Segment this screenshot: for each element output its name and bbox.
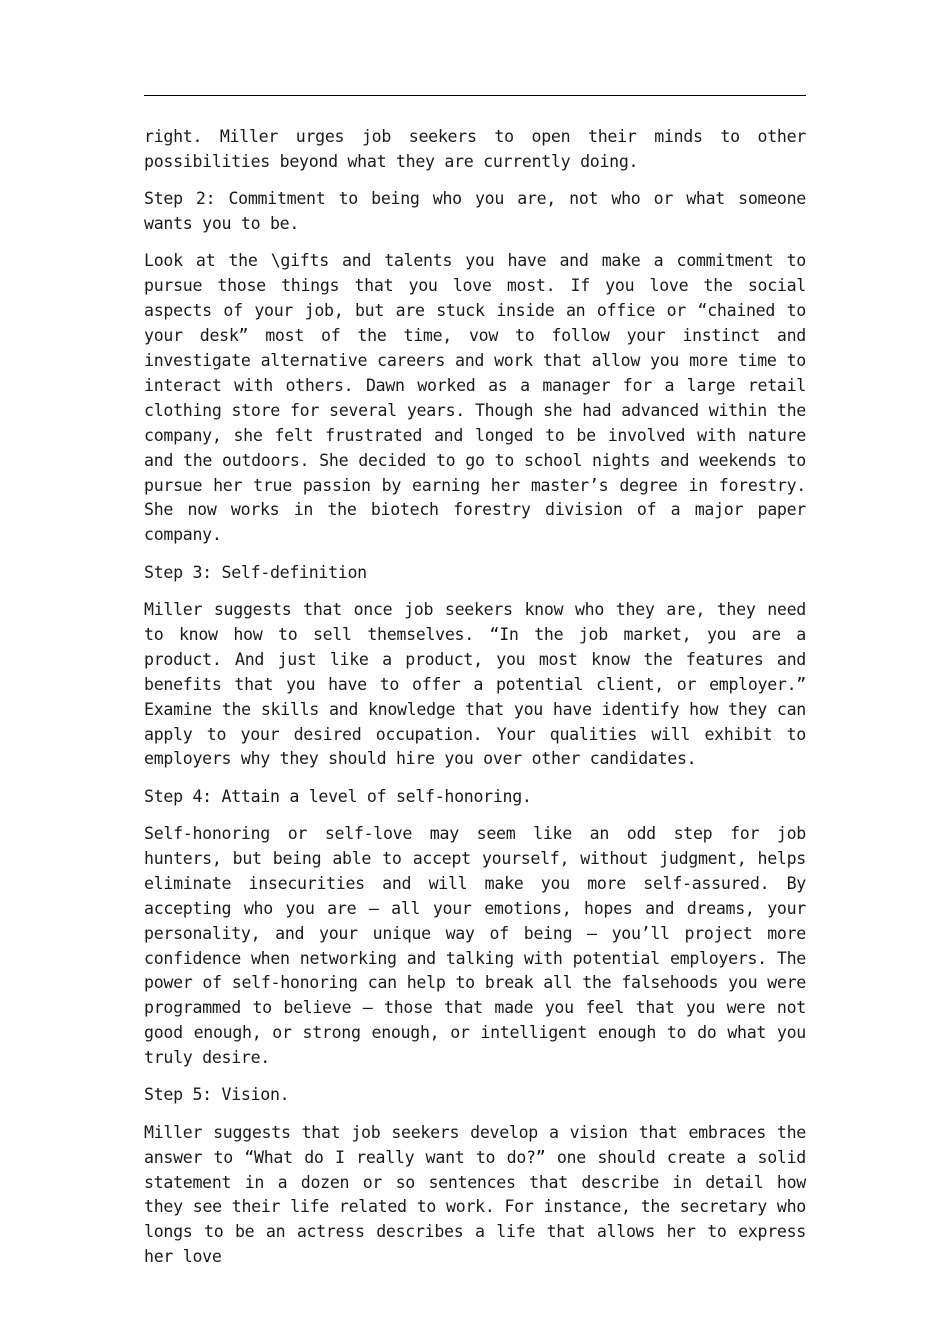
header-rule (144, 95, 806, 96)
step-2-heading: Step 2: Commitment to being who you are, not who or what someone wants you to be. (144, 189, 806, 234)
step-4-heading: Step 4: Attain a level of self-honoring. (144, 786, 532, 806)
paragraph-step-5: Miller suggests that job seekers develop a vision that embraces the answer to “What do I really want to do?” one should create a solid statement in a dozen or so sentences that describe in detail how they see their life related to work. For instance, the secretary who longs to be an actress describes a life that allows her to express her love (144, 1122, 806, 1267)
step-3-heading: Step 3: Self-definition (144, 562, 367, 582)
step-5-heading: Step 5: Vision. (144, 1085, 290, 1105)
paragraph-continuation: right. Miller urges job seekers to open their minds to other possibilities beyond what they are currently doing. (144, 127, 806, 171)
paragraph-step-3: Miller suggests that once job seekers know who they are, they need to know how to sell themselves. “In the job market, you are a product. And just like a product, you most know the features and benefits that you have to offer a potential client, or employer.” Examine the skills and knowledge that you have identify how they can apply to your desired occupation. Your qualities will exhibit to employers why they should hire you over other candidates. (144, 599, 806, 769)
body-text (144, 125, 806, 1283)
paragraph-step-4: Self-honoring or self-love may seem like an odd step for job hunters, but being able to accept yourself, without judgment, helps eliminate insecurities and will make you more self-assured. By accepting who you are – all your emotions, hopes and dreams, your personality, and your unique way of being – you’ll project more confidence when networking and talking with potential employers. The power of self-honoring can help to break all the falsehoods you were programmed to believe – those that made you feel that you were not good enough, or strong enough, or intelligent enough to do what you truly desire. (144, 824, 806, 1068)
paragraph-step-2: Look at the \gifts and talents you have and make a commitment to pursue those things that you love most. If you love the social aspects of your job, but are stuck inside an office or “chained to your desk” most of the time, vow to follow your instinct and investigate alternative careers and work that allow you more time to interact with others. Dawn worked as a manager for a large retail clothing store for several years. Though she had advanced within the company, she felt frustrated and longed to be involved with nature and the outdoors. She decided to go to school nights and weekends to pursue her true passion by earning her master’s degree in forestry. She now works in the biotech forestry division of a major paper company. (144, 251, 806, 545)
